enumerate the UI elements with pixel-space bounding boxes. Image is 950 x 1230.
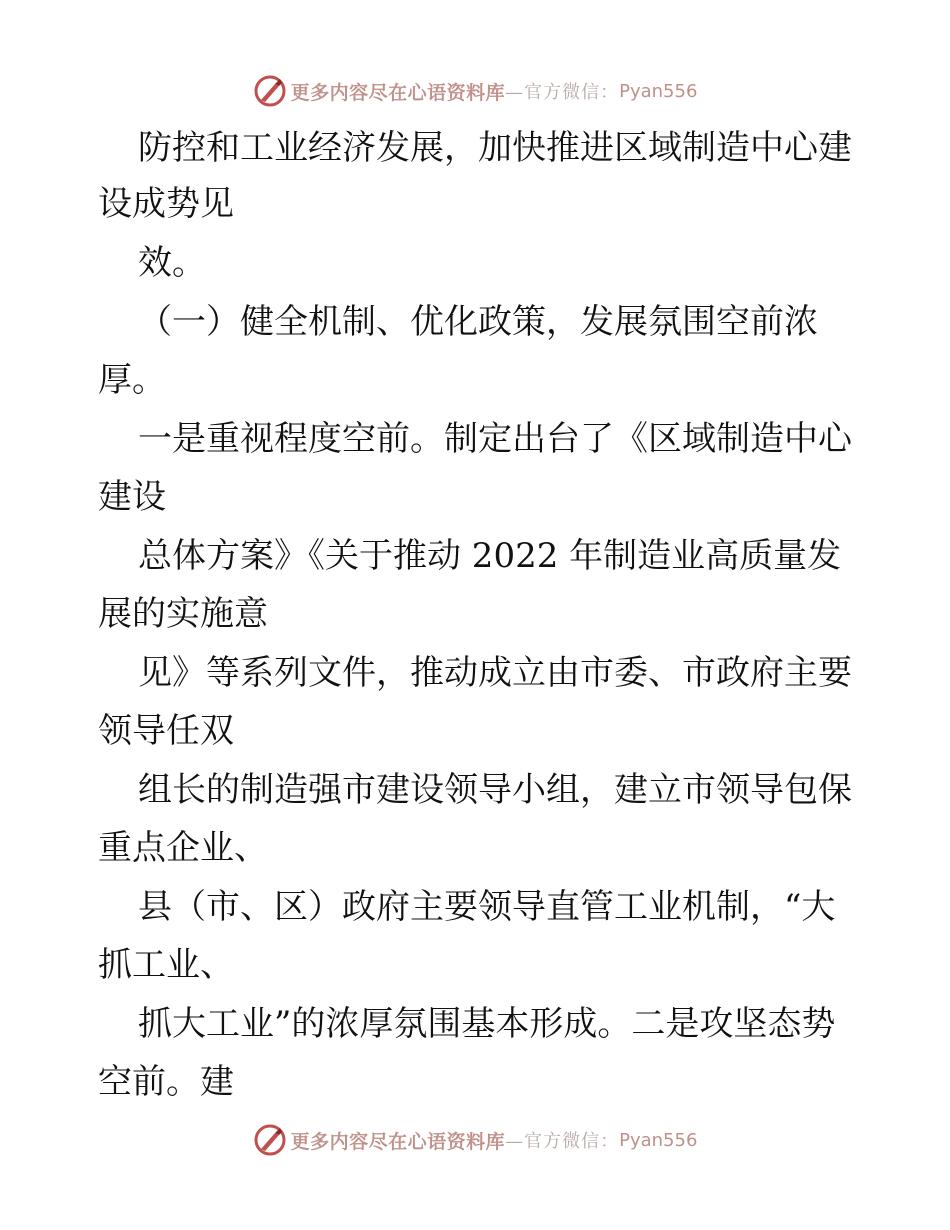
- text-line: 防控和工业经济发展，加快推进区域制造中心建: [138, 128, 852, 168]
- text-line: （一）健全机制、优化政策，发展氛围空前浓: [138, 302, 818, 342]
- pen-logo-icon: [253, 74, 287, 108]
- text-line: 重点企业、: [98, 828, 268, 868]
- text-line: 抓工业、: [98, 945, 234, 985]
- text-line: 效。: [138, 243, 206, 283]
- pen-logo-icon: [253, 1123, 287, 1157]
- watermark-wechat-id: Pyan556: [619, 1129, 698, 1151]
- text-line: 厚。: [98, 360, 166, 400]
- text-line: 组长的制造强市建设领导小组，建立市领导包保: [138, 770, 852, 810]
- footer-watermark: [0, 1120, 950, 1160]
- text-line: 建设: [98, 477, 166, 517]
- text-line: 空前。建: [98, 1062, 234, 1102]
- watermark-main-text: 更多内容尽在心语资料库: [290, 81, 506, 104]
- watermark-official-text: —官方微信：: [505, 1131, 620, 1152]
- text-line: 抓大工业”的浓厚氛围基本形成。二是攻坚态势: [138, 1004, 836, 1044]
- watermark-main-text: 更多内容尽在心语资料库: [290, 1130, 506, 1153]
- text-line: 设成势见: [98, 184, 234, 224]
- watermark-wechat-id: Pyan556: [619, 80, 698, 102]
- text-line: 领导任双: [98, 711, 234, 751]
- text-line: 展的实施意: [98, 594, 268, 634]
- text-line: 一是重视程度空前。制定出台了《区域制造中心: [138, 419, 852, 459]
- header-watermark: [0, 71, 950, 111]
- text-line: 总体方案》《关于推动 2022 年制造业高质量发: [138, 536, 842, 576]
- text-line: 县（市、区）政府主要领导直管工业机制，“大: [138, 887, 836, 927]
- watermark-official-text: —官方微信：: [505, 82, 620, 103]
- text-line: 见》等系列文件，推动成立由市委、市政府主要: [138, 653, 852, 693]
